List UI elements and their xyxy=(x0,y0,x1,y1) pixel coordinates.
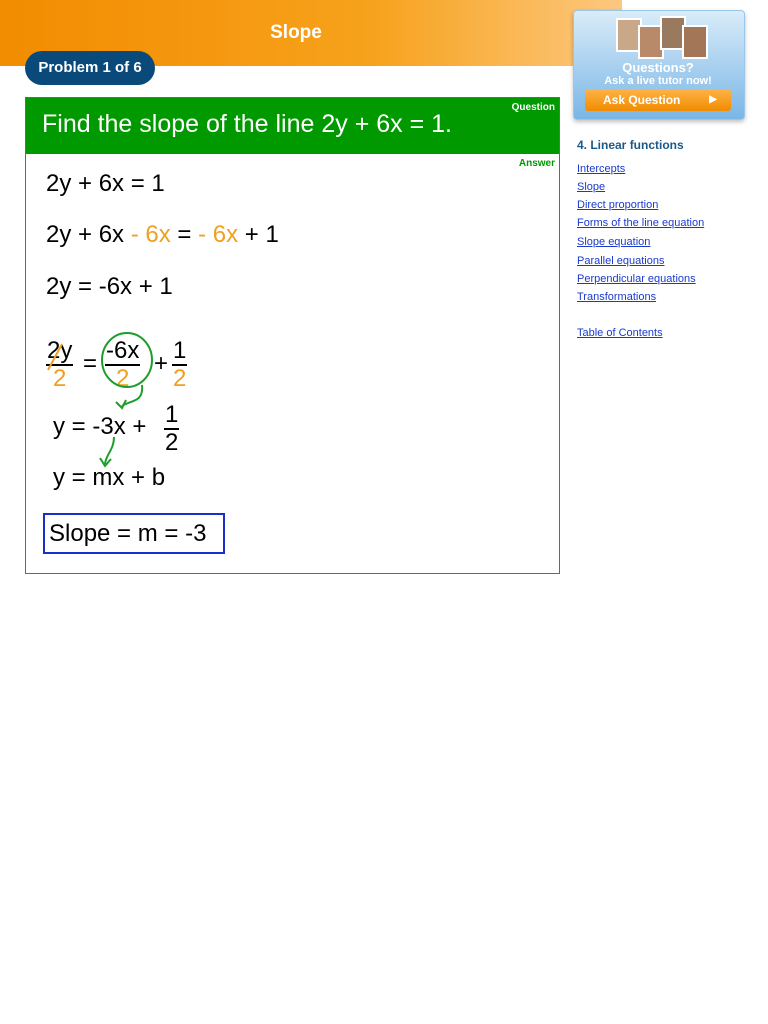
nav-link-transformations[interactable]: Transformations xyxy=(577,291,657,303)
nav-link-slope-equation[interactable]: Slope equation xyxy=(577,236,651,248)
answer-label: Answer xyxy=(518,158,555,169)
step-1: 2y + 6x = 1 xyxy=(46,170,165,197)
question-label: Question xyxy=(511,102,555,113)
nav-link-direct-proportion[interactable]: Direct proportion xyxy=(577,199,659,211)
fraction-denominator: 2 xyxy=(53,365,67,392)
nav-link-table-of-contents[interactable]: Table of Contents xyxy=(577,327,663,339)
step-2-equals: = xyxy=(170,221,199,248)
fraction-numerator: 2y xyxy=(47,337,73,364)
nav-link-forms-of-line-equation[interactable]: Forms of the line equation xyxy=(577,217,705,229)
tutor-subheading: Ask a live tutor now! xyxy=(604,75,712,87)
step-2-subtract-left: - 6x xyxy=(130,221,171,248)
fraction-numerator: 1 xyxy=(165,401,179,428)
fraction-denominator: 2 xyxy=(115,365,130,392)
fraction-numerator: -6x xyxy=(106,337,140,364)
question-text: Find the slope of the line 2y + 6x = 1. xyxy=(42,110,452,138)
equals-sign: = xyxy=(83,350,98,377)
circle-annotation xyxy=(102,333,152,387)
fraction-numerator: 1 xyxy=(173,337,187,364)
problem-card xyxy=(25,97,560,574)
arrowhead-annotation xyxy=(116,400,126,408)
slope-intercept-form: y = mx + b xyxy=(53,464,166,491)
answer-result-box: Slope = m = -3 xyxy=(43,513,225,554)
nav-link-slope[interactable]: Slope xyxy=(577,181,606,193)
cancel-stroke xyxy=(48,344,62,370)
step-5: y = -3x + xyxy=(53,413,147,440)
fraction-denominator: 2 xyxy=(165,429,179,456)
problem-counter: Problem 1 of 6 xyxy=(25,51,155,85)
tutor-avatar-icon xyxy=(682,25,708,59)
play-arrow-icon: ▶ xyxy=(709,94,717,105)
annotation-overlay xyxy=(26,98,559,573)
fraction-1-over-2 xyxy=(164,402,179,456)
page-title: Slope xyxy=(270,22,322,43)
step-2-left: 2y + 6x xyxy=(46,221,131,248)
step-3: 2y = -6x + 1 xyxy=(46,273,173,300)
step-2-subtract-right: - 6x xyxy=(198,221,239,248)
nav-link-intercepts[interactable]: Intercepts xyxy=(577,163,626,175)
fraction-denominator: 2 xyxy=(173,365,187,392)
step-2-right: + 1 xyxy=(238,221,279,248)
tutor-heading: Questions? xyxy=(622,60,694,75)
ask-question-label: Ask Question xyxy=(603,93,681,107)
ask-tutor-panel[interactable] xyxy=(573,10,745,120)
section-title: 4. Linear functions xyxy=(577,138,684,152)
nav-link-perpendicular-equations[interactable]: Perpendicular equations xyxy=(577,273,696,285)
plus-sign: + xyxy=(154,350,169,377)
ask-question-button[interactable] xyxy=(585,89,731,111)
nav-link-parallel-equations[interactable]: Parallel equations xyxy=(577,255,665,267)
